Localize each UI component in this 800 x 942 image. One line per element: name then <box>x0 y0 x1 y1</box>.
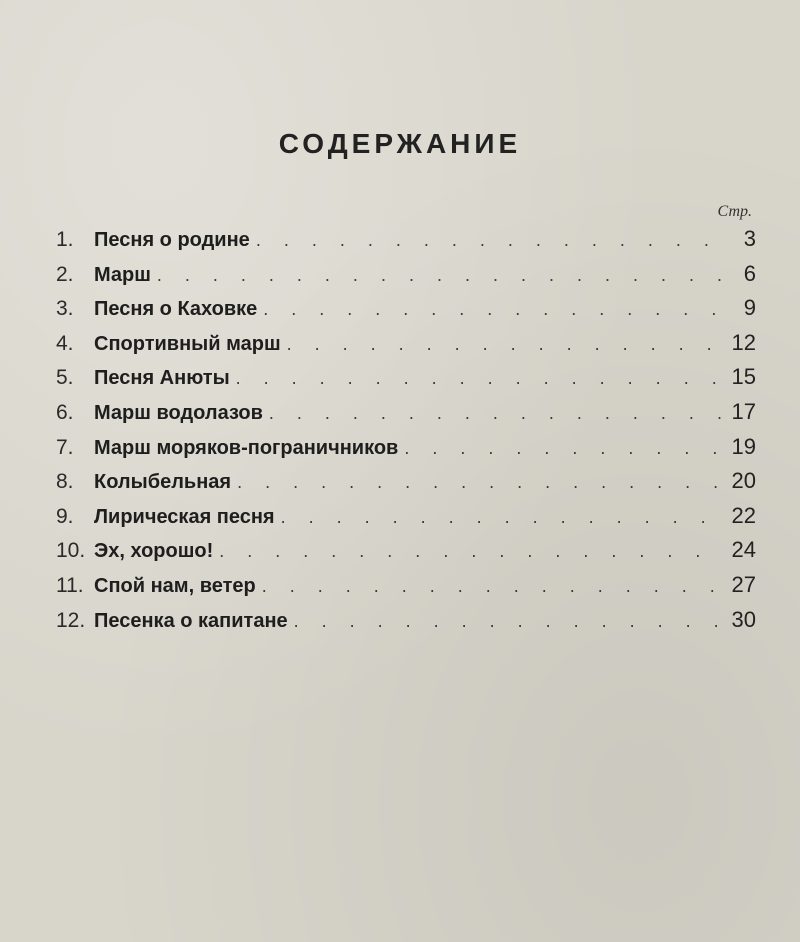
entry-title: Песня о Каховке <box>94 298 258 321</box>
entry-number: 1. <box>56 228 74 251</box>
entry-page-number: 3 <box>743 226 756 251</box>
entry-page-number: 9 <box>743 295 756 321</box>
entry-page-number: 24 <box>731 537 756 563</box>
dot-leader <box>281 507 722 528</box>
entry-page-number: 30 <box>731 606 756 632</box>
entry-number: 5. <box>56 366 74 390</box>
toc-entry <box>56 503 756 538</box>
entry-number: 2. <box>56 262 74 286</box>
entry-title: Марш водолазов <box>94 401 263 424</box>
dot-leader <box>294 611 722 632</box>
entry-number: 7. <box>56 435 74 459</box>
toc-entry <box>56 468 756 503</box>
entry-page-number: 19 <box>731 433 756 459</box>
dot-leader <box>262 576 722 597</box>
entry-number: 9. <box>56 504 74 528</box>
entry-page-number: 17 <box>731 398 756 424</box>
entry-title: Спортивный марш <box>94 332 281 355</box>
toc-entry <box>56 226 756 261</box>
dot-leader <box>219 541 722 562</box>
page-column-label: Стр. <box>717 203 752 220</box>
toc-entry <box>56 434 756 469</box>
page-title: СОДЕРЖАНИЕ <box>278 128 522 159</box>
table-of-contents <box>56 226 756 641</box>
dot-leader <box>256 230 722 251</box>
dot-leader <box>236 368 722 389</box>
entry-page-number: 6 <box>743 260 756 286</box>
entry-page-number: 22 <box>731 502 756 528</box>
entry-title: Эх, хорошо! <box>94 540 214 563</box>
dot-leader <box>404 438 722 459</box>
entry-title: Песня Анюты <box>94 367 230 390</box>
entry-page-number: 20 <box>731 468 756 494</box>
entry-number: 8. <box>56 470 74 494</box>
toc-entry <box>56 607 756 642</box>
entry-number: 12. <box>56 608 86 632</box>
entry-number: 10. <box>56 539 86 563</box>
toc-entry <box>56 330 756 365</box>
dot-leader <box>269 403 722 424</box>
dot-leader <box>263 299 722 320</box>
toc-entry <box>56 399 756 434</box>
dot-leader <box>157 265 722 286</box>
toc-entry <box>56 537 756 572</box>
entry-number: 4. <box>56 331 74 355</box>
entry-title: Спой нам, ветер <box>94 574 256 597</box>
entry-page-number: 27 <box>731 571 756 597</box>
dot-leader <box>237 472 722 493</box>
entry-title: Марш моряков-пограничников <box>94 436 399 459</box>
toc-entry <box>56 572 756 607</box>
toc-entry <box>56 295 756 330</box>
entry-page-number: 15 <box>731 364 756 390</box>
entry-title: Песня о родине <box>94 229 250 251</box>
entry-number: 3. <box>56 297 74 321</box>
entry-title: Колыбельная <box>94 471 232 494</box>
dot-leader <box>287 334 722 355</box>
entry-number: 6. <box>56 400 74 424</box>
toc-entry <box>56 364 756 399</box>
entry-title: Лирическая песня <box>94 505 275 528</box>
toc-entry <box>56 261 756 296</box>
entry-page-number: 12 <box>731 329 756 355</box>
entry-number: 11. <box>56 573 84 597</box>
entry-title: Песенка о капитане <box>94 609 288 632</box>
entry-title: Марш <box>94 263 151 286</box>
